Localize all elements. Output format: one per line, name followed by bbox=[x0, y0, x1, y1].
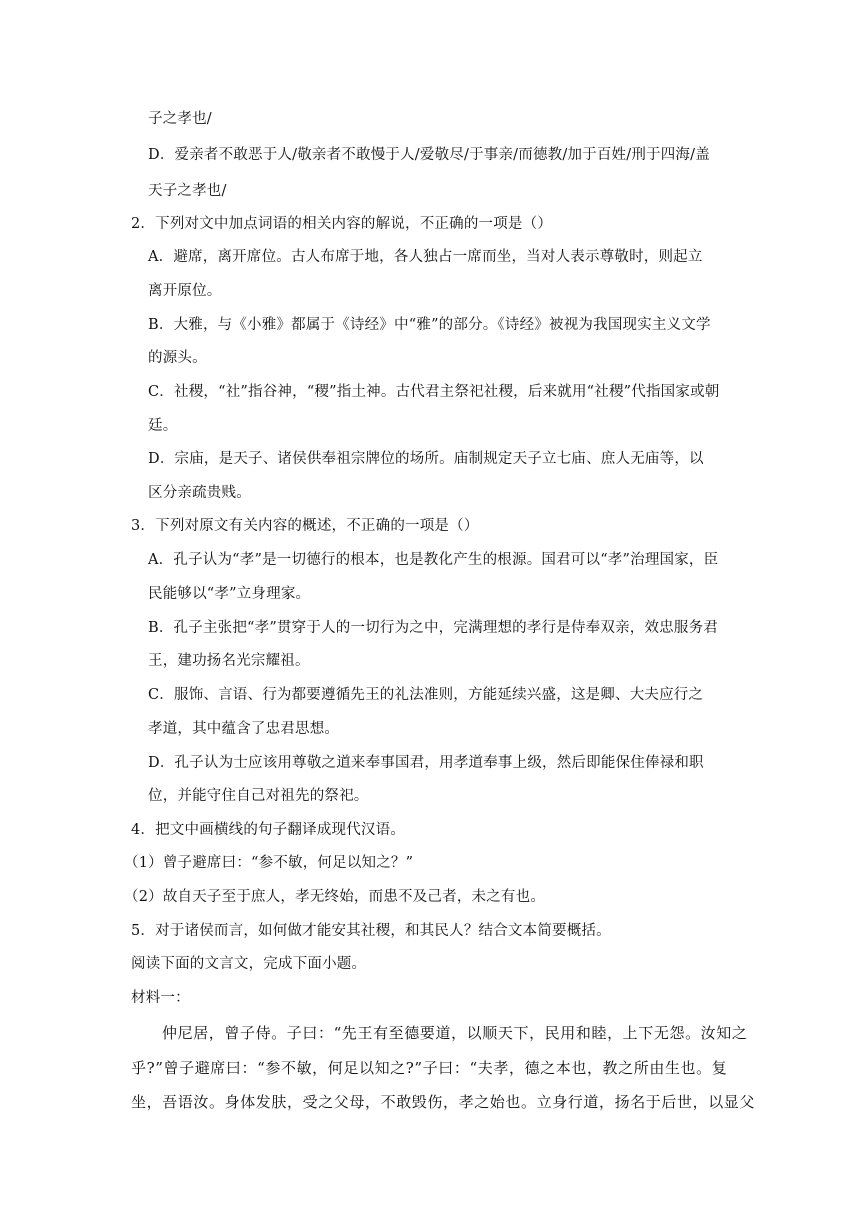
q2-option-d-line1: D．宗庙，是天子、诸侯供奉祖宗牌位的场所。庙制规定天子立七庙、庶人无庙等，以 bbox=[148, 451, 704, 467]
q3-option-b-line2: 王，建功扬名光宗耀祖。 bbox=[148, 653, 310, 669]
q2-stem: 2．下列对文中加点词语的相关内容的解说，不正确的一项是（） bbox=[131, 216, 553, 232]
passage-line-2: 乎?”曾子避席曰：“参不敏，何足以知之?”子曰：“夫孝，德之本也，教之所由生也。复 bbox=[131, 1059, 728, 1077]
q4-sentence-1: （1）曾子避席曰：“参不敏，何足以知之？” bbox=[124, 855, 414, 871]
q3-option-b-line1: B．孔子主张把“孝”贯穿于人的一切行为之中，完满理想的孝行是侍奉双亲，效忠服务君 bbox=[148, 620, 718, 636]
q5-stem: 5．对于诸侯而言，如何做才能安其社稷，和其民人？结合文本简要概括。 bbox=[131, 923, 611, 939]
q2-option-b-line2: 的源头。 bbox=[148, 350, 207, 366]
reading-instruction: 阅读下面的文言文，完成下面小题。 bbox=[131, 956, 367, 972]
q3-option-c-line2: 孝道，其中蕴含了忠君思想。 bbox=[148, 721, 340, 737]
q3-option-a-line2: 民能够以“孝”立身理家。 bbox=[148, 586, 311, 602]
q2-option-a-line2: 离开原位。 bbox=[148, 283, 222, 299]
q4-sentence-2: （2）故自天子至于庶人，孝无终始，而患不及己者，未之有也。 bbox=[124, 889, 546, 905]
passage-line-3: 坐，吾语汝。身体发肤，受之父母，不敢毁伤，孝之始也。立身行道，扬名于后世，以显父 bbox=[131, 1093, 756, 1111]
q4-stem: 4．把文中画横线的句子翻译成现代汉语。 bbox=[131, 822, 406, 838]
q3-option-d-line2: 位，并能守住自己对祖先的祭祀。 bbox=[148, 788, 369, 804]
q2-option-c-line2: 廷。 bbox=[148, 418, 178, 434]
q2-option-a-line1: A．避席，离开席位。古人布席于地，各人独占一席而坐，当对人表示尊敬时，则起立 bbox=[148, 249, 703, 265]
material-label: 材料一： bbox=[131, 990, 190, 1006]
q3-option-a-line1: A．孔子认为“孝”是一切德行的根本，也是教化产生的根源。国君可以“孝”治理国家，臣 bbox=[148, 552, 719, 568]
q3-stem: 3．下列对原文有关内容的概述，不正确的一项是（） bbox=[131, 518, 479, 534]
q2-option-c-line1: C．社稷，“社”指谷神，“稷”指土神。古代君主祭祀社稷，后来就用“社稷”代指国家或朝 bbox=[148, 384, 720, 400]
q2-option-d-line2: 区分亲疏贵贱。 bbox=[148, 485, 251, 501]
q1-option-d-line2: 天子之孝也/ bbox=[148, 183, 227, 199]
q2-option-b-line1: B．大雅，与《小雅》都属于《诗经》中“雅”的部分。《诗经》被视为我国现实主义文学 bbox=[148, 317, 711, 333]
q1-option-d-line1: D．爱亲者不敢恶于人/敬亲者不敢慢于人/爱敬尽/于事亲/而德教/加于百姓/刑于四海/盖 bbox=[148, 147, 710, 163]
passage-line-1: 仲尼居，曾子侍。子曰：“先王有至德要道，以顺天下，民用和睦，上下无怨。汝知之 bbox=[162, 1024, 748, 1042]
q3-option-d-line1: D．孔子认为士应该用尊敬之道来奉事国君，用孝道奉事上级，然后即能保住俸禄和职 bbox=[148, 755, 704, 771]
q1-option-c-tail: 子之孝也/ bbox=[148, 111, 212, 127]
q3-option-c-line1: C．服饰、言语、行为都要遵循先王的礼法准则，方能延续兴盛，这是卿、大夫应行之 bbox=[148, 687, 704, 703]
